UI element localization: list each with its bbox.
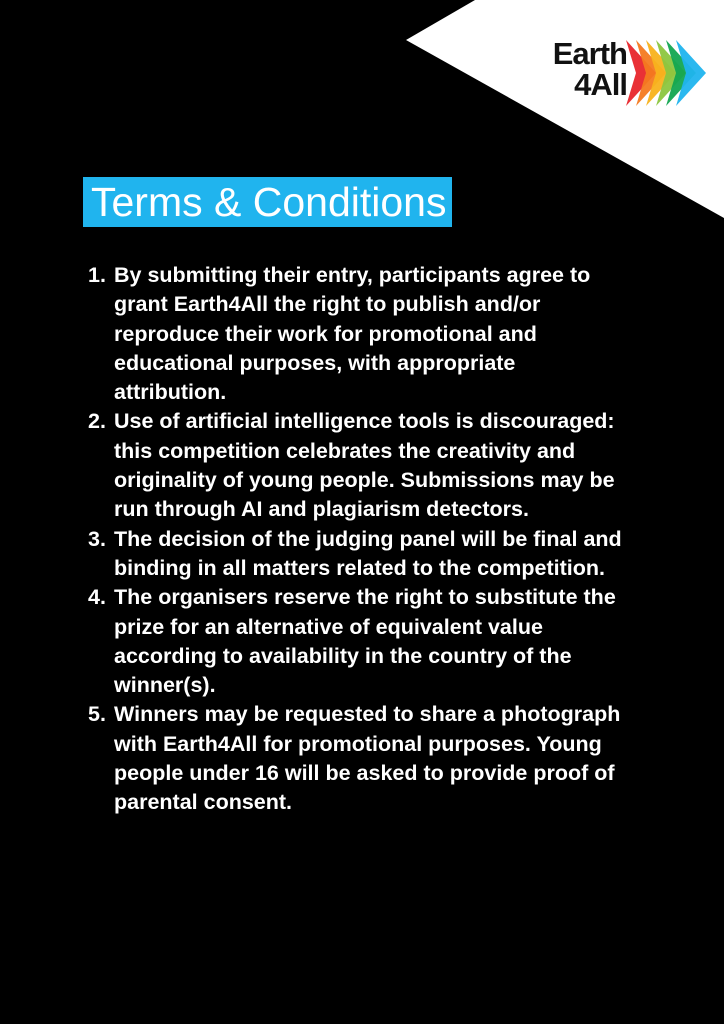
title-highlight bbox=[83, 177, 452, 227]
earth4all-logo bbox=[516, 38, 716, 108]
logo-wordmark bbox=[553, 38, 627, 100]
term-number: 2. bbox=[88, 409, 106, 434]
term-number: 3. bbox=[88, 526, 106, 551]
term-item-5 bbox=[88, 700, 633, 817]
logo-line-4all: 4All bbox=[574, 67, 627, 102]
term-number: 1. bbox=[88, 263, 106, 287]
term-item-3 bbox=[88, 525, 633, 584]
term-item-1 bbox=[88, 261, 633, 407]
term-text: The decision of the judging panel will be final and binding in all matters related to the competition. bbox=[114, 526, 622, 580]
corner-triangle-shape bbox=[406, 0, 724, 218]
terms-list bbox=[88, 261, 633, 818]
term-text: By submitting their entry, participants agree to grant Earth4All the right to publish and/or reproduce their work for promotional and educational purposes, with appropriate attribution. bbox=[114, 263, 591, 405]
logo-line-earth: Earth bbox=[552, 36, 627, 71]
page-title: Terms & Conditions bbox=[91, 179, 447, 225]
term-item-2 bbox=[88, 407, 633, 524]
term-text: The organisers reserve the right to substitute the prize for an alternative of equivalent value according to availability in the country of the winner(s). bbox=[114, 585, 616, 698]
term-item-4 bbox=[88, 583, 633, 700]
chevron-group bbox=[626, 40, 706, 106]
term-number: 4. bbox=[88, 585, 106, 610]
term-text: Use of artificial intelligence tools is discouraged: this competition celebrates the creativity and originality of young people. Submissions may be run through AI and plagiarism detectors. bbox=[114, 409, 615, 522]
term-number: 5. bbox=[88, 702, 106, 727]
term-text: Winners may be requested to share a photograph with Earth4All for promotional purposes. Young people under 16 will be asked to provide proof of parental consent. bbox=[114, 702, 621, 815]
logo-chevrons-icon bbox=[626, 40, 716, 106]
